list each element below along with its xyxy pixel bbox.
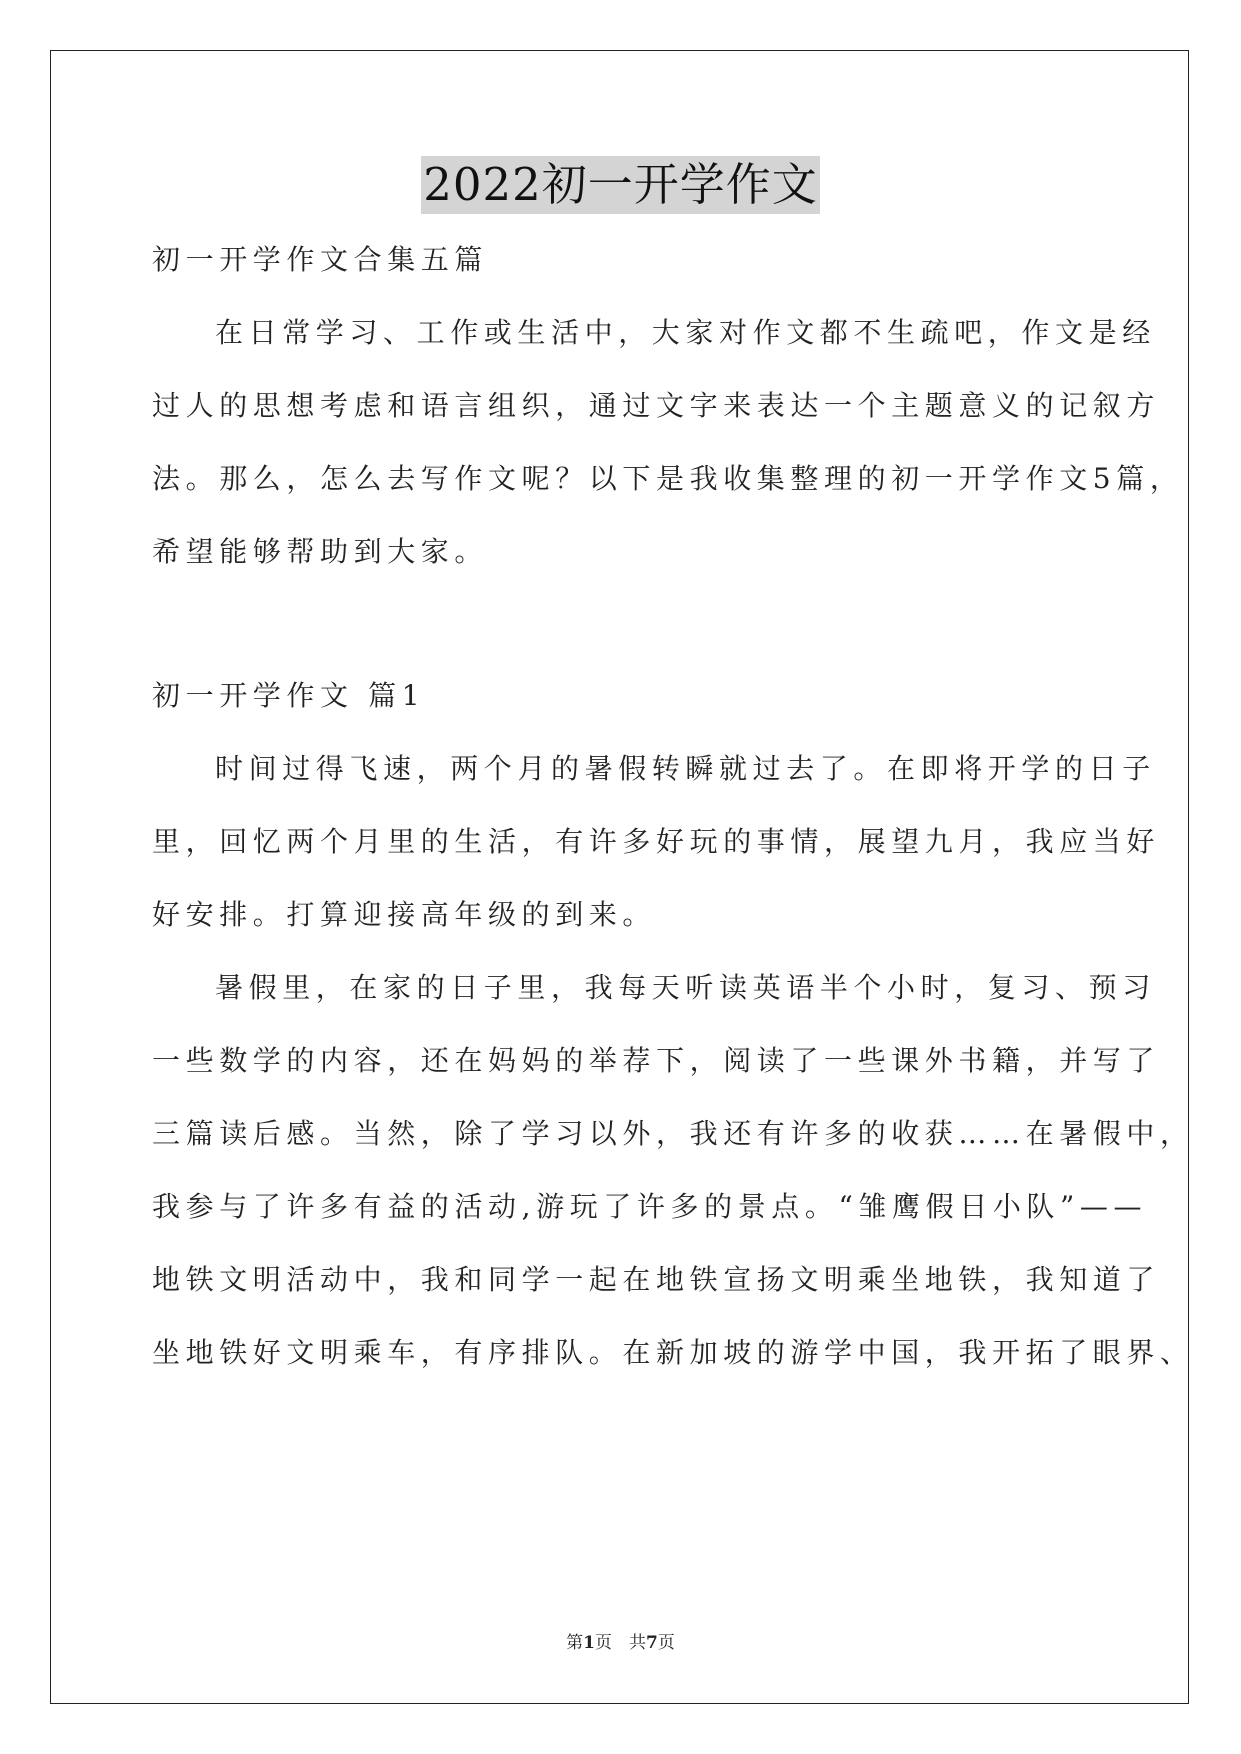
intro-line-3: 法。那么，怎么去写作文呢？以下是我收集整理的初一开学作文5篇， xyxy=(152,462,1184,495)
paragraph1-line-3: 好安排。打算迎接高年级的到来。 xyxy=(152,898,657,931)
document-title: 2022初一开学作文 xyxy=(421,156,820,214)
paragraph2-line-2: 一些数学的内容，还在妈妈的举荐下，阅读了一些课外书籍，并写了 xyxy=(152,1044,1161,1077)
paragraph2-line-1: 暑假里，在家的日子里，我每天听读英语半个小时，复习、预习 xyxy=(215,971,1156,1004)
footer-page-suffix: 页 xyxy=(657,1633,675,1653)
paragraph2-line-6: 坐地铁好文明乘车，有序排队。在新加坡的游学中国，我开拓了眼界、 xyxy=(152,1336,1194,1369)
footer-page-current: 1 xyxy=(583,1633,595,1653)
paragraph1-line-2: 里，回忆两个月里的生活，有许多好玩的事情，展望九月，我应当好 xyxy=(152,825,1161,858)
section-heading: 初一开学作文 篇1 xyxy=(152,679,426,712)
paragraph2-line-3: 三篇读后感。当然，除了学习以外，我还有许多的收获……在暑假中， xyxy=(152,1117,1194,1150)
footer-page-total: 7 xyxy=(646,1633,658,1653)
page-border xyxy=(50,50,1189,1704)
paragraph1-line-1: 时间过得飞速，两个月的暑假转瞬就过去了。在即将开学的日子 xyxy=(215,752,1156,785)
document-subtitle: 初一开学作文合集五篇 xyxy=(152,243,489,276)
page-footer xyxy=(0,1628,1241,1653)
paragraph2-line-5: 地铁文明活动中，我和同学一起在地铁宣扬文明乘坐地铁，我知道了 xyxy=(152,1263,1161,1296)
intro-line-2: 过人的思想考虑和语言组织，通过文字来表达一个主题意义的记叙方 xyxy=(152,389,1161,422)
intro-line-1: 在日常学习、工作或生活中，大家对作文都不生疏吧，作文是经 xyxy=(215,316,1156,349)
footer-page-mid: 页 共 xyxy=(595,1633,646,1653)
intro-line-4: 希望能够帮助到大家。 xyxy=(152,535,489,568)
footer-page-prefix: 第 xyxy=(566,1633,584,1653)
paragraph2-line-4: 我参与了许多有益的活动,游玩了许多的景点。“雏鹰假日小队”—— xyxy=(152,1190,1148,1223)
title-wrap xyxy=(0,156,1241,214)
